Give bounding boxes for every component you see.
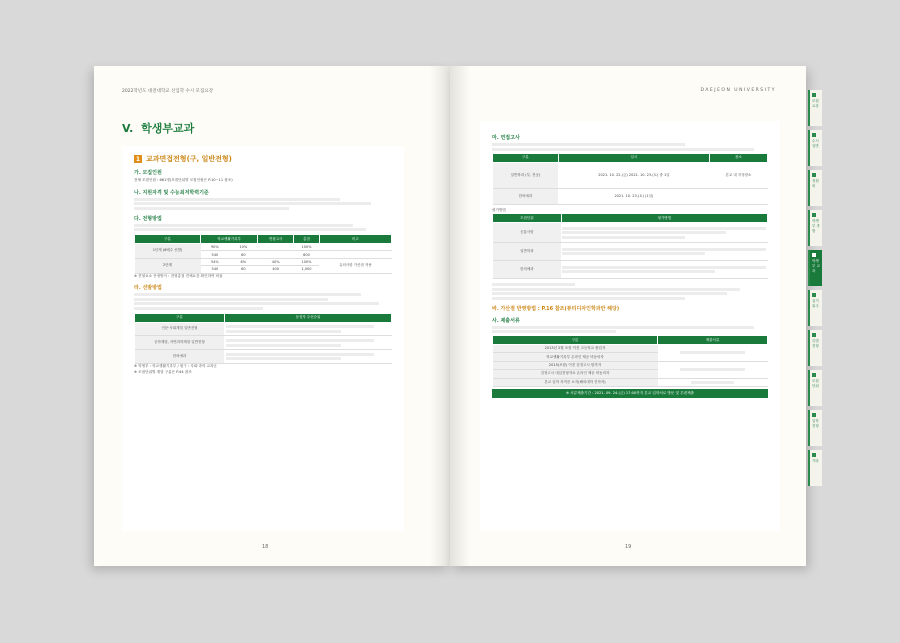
right-page <box>450 66 806 566</box>
subsection-d-title: 라. 선발방법 <box>134 285 162 291</box>
chapter-number: V. <box>122 122 134 135</box>
eval-heading: 평가방법 <box>492 207 506 212</box>
section-title-text: 교과면접전형(구, 일반전형) <box>146 155 232 163</box>
table-header: 동점자 우선순위 <box>224 313 391 322</box>
subsection-ba-title: 바. 가산점 반영방법 : P.16 참조(뷰티디자인학과만 해당) <box>492 305 620 312</box>
evaluation-table <box>492 213 768 279</box>
subsection-b-title: 나. 지원자격 및 수능최저학력기준 <box>134 189 209 196</box>
section-number: 1 <box>135 155 141 163</box>
table-row: 인문·사회계열 일반전형 <box>135 322 392 336</box>
text-line <box>492 330 616 333</box>
index-tab[interactable]: 학생부 종합 <box>808 210 822 246</box>
table-row: 540 60 400 1,000 <box>135 266 392 273</box>
table-header: 구분 <box>135 313 225 322</box>
table-row: 540 60 600 <box>135 251 392 258</box>
subsection-sa-title: 사. 제출서류 <box>492 317 520 324</box>
left-content-panel <box>122 146 404 531</box>
running-head: 2022학년도 대전대학교 신입학 수시 모집요강 <box>122 89 214 94</box>
text-line <box>134 298 328 301</box>
table-row: 일반학과 <box>493 243 768 261</box>
index-tab[interactable]: 모집 요강 <box>808 90 822 126</box>
subsection-ma-title: 마. 면접고사 <box>492 135 520 141</box>
index-tab[interactable]: 모집 단위 <box>808 370 822 406</box>
index-tab[interactable]: 특별 전형 <box>808 330 822 366</box>
text-line <box>134 198 340 201</box>
text-line <box>492 288 740 291</box>
text-line <box>134 224 353 227</box>
footnote: ※ 모집단위별 계열 구분은 P.44 참조 <box>134 369 192 374</box>
index-tabs <box>808 90 822 560</box>
text-line <box>134 302 379 305</box>
index-tab[interactable]: 입학 전형 <box>808 410 822 446</box>
text-line <box>134 293 361 296</box>
table-header: 일시 <box>558 153 709 162</box>
table-row: 2015(포함) 이전 검정고시 합격자 <box>493 361 768 369</box>
chapter-title <box>122 120 194 136</box>
section-title <box>134 154 392 164</box>
selection-table <box>134 234 392 274</box>
documents-table <box>492 335 768 387</box>
table-row: 검정고시 대입전형자료 온라인 제공 비동의자 <box>493 370 768 378</box>
table-header: 구분 <box>493 153 559 162</box>
table-header: 면접고사 <box>258 235 294 244</box>
table-row: 2단계 54% 6% 40% 100% 유의사항 가산점 적용 <box>135 258 392 265</box>
table-header: 비고 <box>319 235 391 244</box>
text-line <box>134 307 263 310</box>
text-line <box>492 326 754 329</box>
tiebreak-table <box>134 313 392 365</box>
table-note: ※ 전형요소 산정방식 : 전형총점 전체요강 확인하여 비율 <box>134 273 223 278</box>
table-header: 장소 <box>709 153 767 162</box>
table-row: 본교 입학 자격증 소지(해외대학 진학자) <box>493 378 768 386</box>
text-line <box>492 148 754 151</box>
table-row: 2013년 2월 포함 이전 고등학교 졸업자 <box>493 345 768 353</box>
table-header: 학교생활기록부 <box>201 235 258 244</box>
left-page <box>94 66 450 566</box>
table-row: 공통사항 <box>493 223 768 243</box>
subsection-c-title: 다. 전형방법 <box>134 215 162 222</box>
table-row: 한의예과 <box>135 350 392 364</box>
table-header: 제출서류 <box>658 336 768 345</box>
table-header: 평가방법 <box>561 214 767 223</box>
text-line <box>492 297 685 300</box>
chapter-title-text: 학생부교과 <box>141 122 195 135</box>
text-line <box>492 283 575 286</box>
table-row: 일반학과 (부, 전공) 2021. 10. 22.(금) 2021. 10. 23.(토) 중 1일 본교 내 지정장소 <box>493 162 768 188</box>
index-tab[interactable]: 정원 외 <box>808 170 822 206</box>
subsection-a-text: 전체 모집인원 : 661명(모집단위별 모집인원은 P.10~11 참조) <box>134 178 233 182</box>
page-number: 19 <box>625 544 632 550</box>
page-number: 18 <box>262 544 269 550</box>
table-header: 모집단위 <box>493 214 562 223</box>
submission-notice: ※ 서류제출기간 : 2021. 09. 24.(금) 17:00까지 본교 입학처로 방문 및 우편제출 <box>492 389 768 398</box>
index-tab[interactable]: 실기 위주 <box>808 290 822 326</box>
table-row: 한의예과 2021. 10. 23.(토) (1일) <box>493 188 768 204</box>
text-line <box>134 202 371 205</box>
index-tab[interactable]: 수시 일반 <box>808 130 822 166</box>
text-line <box>492 143 685 146</box>
text-line <box>134 207 289 210</box>
table-row: 한의예과 <box>493 261 768 279</box>
table-row: 1단계 (6배수 선발) 90% 10% 100% <box>135 244 392 251</box>
table-row: 학교생활기록부 온라인 제공 비동의자 <box>493 353 768 361</box>
text-line <box>492 292 727 295</box>
text-line <box>134 228 366 231</box>
table-header: 구분 <box>135 235 201 244</box>
table-header: 구분 <box>493 336 658 345</box>
running-head: DAEJEON UNIVERSITY <box>700 88 776 93</box>
footnote: ※ 학생부 : 학교생활기록부 / 원구 : 사회·과학 교과군 <box>134 364 217 369</box>
subsection-a-title: 가. 모집인원 <box>134 170 162 176</box>
table-row: 공학계열, 자연과학계열 일반전형 <box>135 336 392 350</box>
index-tab[interactable]: 기타 <box>808 450 822 486</box>
table-header: 총점 <box>294 235 320 244</box>
interview-table <box>492 153 768 205</box>
index-tab-active[interactable]: 학생부 교과 <box>808 250 822 286</box>
right-content-panel <box>480 121 780 531</box>
